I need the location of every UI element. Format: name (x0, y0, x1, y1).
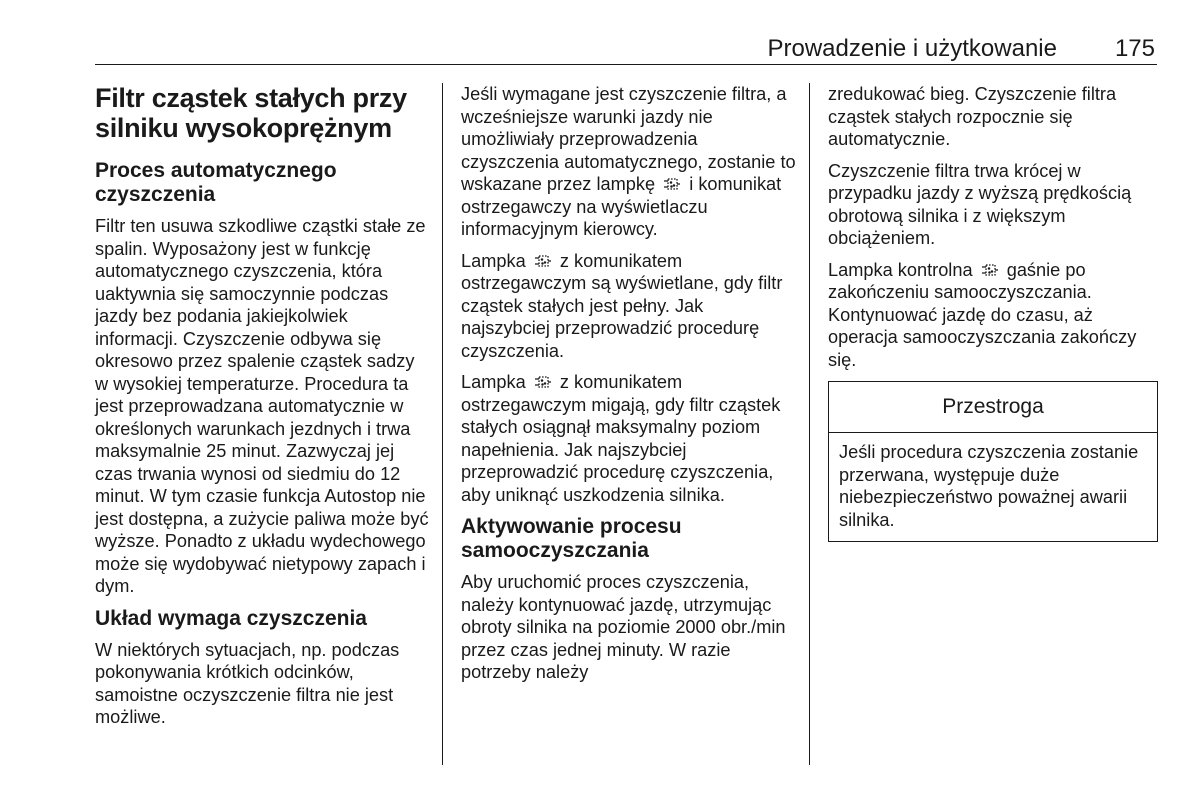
paragraph-filter-max (461, 371, 796, 506)
paragraph-start-cleaning: Aby uruchomić proces czyszczenia, należy kontynuować jazdę, utrzymując obroty silnika na poziomie 2000 obr./min przez czas jednej minuty. W razie potrzeby należy (461, 572, 786, 682)
column-middle (461, 83, 796, 693)
paragraph-short-trips: W niektórych sytuacjach, np. podczas pokonywania krótkich odcinków, samoistne oczyszczenie filtra nie jest możliwe. (95, 639, 400, 727)
paragraph-filter-full (461, 250, 796, 363)
paragraph-cleaning-duration: Czyszczenie filtra trwa krócej w przypadku jazdy z wyższą prędkością obrotową silnika i z większym obciążeniem. (828, 160, 1132, 248)
text-segment: Lampka (461, 250, 526, 271)
text-segment: z komunikatem ostrzegawczym migają, gdy filtr cząstek stałych osiągnął maksymalny poziom napełnienia. Jak najszybciej przeprowadzić procedurę czyszczenia, aby uniknąć uszkodzenia silnika. (461, 372, 781, 505)
column-left (95, 83, 430, 738)
caution-box (828, 381, 1158, 542)
heading-automatic-cleaning: Proces automatycznego czyszczenia (95, 159, 337, 206)
diesel-particulate-filter-icon (533, 374, 553, 390)
page-number: 175 (1114, 35, 1155, 62)
text-segment: i komunikat ostrzegawczy na wyświetlaczu informacyjnym kierowcy. (461, 174, 782, 239)
heading-cleaning-required: Układ wymaga czyszczenia (95, 606, 367, 630)
column-divider (442, 83, 443, 765)
text-segment: Lampka kontrolna (828, 259, 973, 280)
column-divider (809, 83, 810, 765)
text-segment: gaśnie po zakończeniu samooczyszczania. Kontynuować jazdę do czasu, aż operacja samooczyszczania zakończy się. (828, 259, 1137, 370)
paragraph-cleaning-indication (461, 83, 796, 241)
caution-text: Jeśli procedura czyszczenia zostanie przerwana, występuje duże niebezpieczeństwo poważnej awarii silnika. (839, 442, 1139, 530)
column-right (828, 83, 1158, 542)
diesel-particulate-filter-icon (662, 176, 682, 192)
paragraph-filter-description: Filtr ten usuwa szkodliwe cząstki stałe ze spalin. Wyposażony jest w funkcję automatycznego czyszczenia, która uaktywnia się samoczynnie podczas jazdy bez podania jakiejkolwiek informacji. Czyszczenie odbywa się okresowo przez spalenie cząstek sadzy w wysokiej temperaturze. Procedura ta jest przeprowadzana automatycznie w określonych warunkach jezdnych i trwa maksymalnie 25 minut. Zazwyczaj jej czas trwania wynosi od siedmiu do 12 minut. W tym czasie funkcja Autostop nie jest dostępna, a zużycie paliwa może być wyższe. Ponadto z układu wydechowego może się wydobywać nietypowy zapach i dym. (95, 216, 429, 596)
paragraph-downshift: zredukować bieg. Czyszczenie filtra cząstek stałych rozpocznie się automatycznie. (828, 84, 1117, 149)
caution-title: Przestroga (829, 382, 1157, 433)
chapter-title: Filtr cząstek stałych przy silniku wysokoprężnym (95, 83, 407, 143)
paragraph-lamp-off (828, 259, 1158, 372)
heading-activate-self-cleaning: Aktywowanie procesu samooczyszczania (461, 515, 682, 562)
text-segment: z komunikatem ostrzegawczym są wyświetlane, gdy filtr cząstek stałych jest pełny. Jak najszybciej przeprowadzić procedurę czyszczenia. (461, 250, 783, 361)
text-segment: Lampka (461, 372, 526, 392)
diesel-particulate-filter-icon (980, 262, 1000, 278)
running-header (95, 32, 1157, 65)
section-name: Prowadzenie i użytkowanie (767, 35, 1057, 62)
diesel-particulate-filter-icon (533, 253, 553, 269)
text-segment: Jeśli wymagane jest czyszczenie filtra, a wcześniejsze warunki jazdy nie umożliwiały przeprowadzenia czyszczenia automatycznego, zostanie to wskazane przez lampkę (461, 84, 796, 194)
